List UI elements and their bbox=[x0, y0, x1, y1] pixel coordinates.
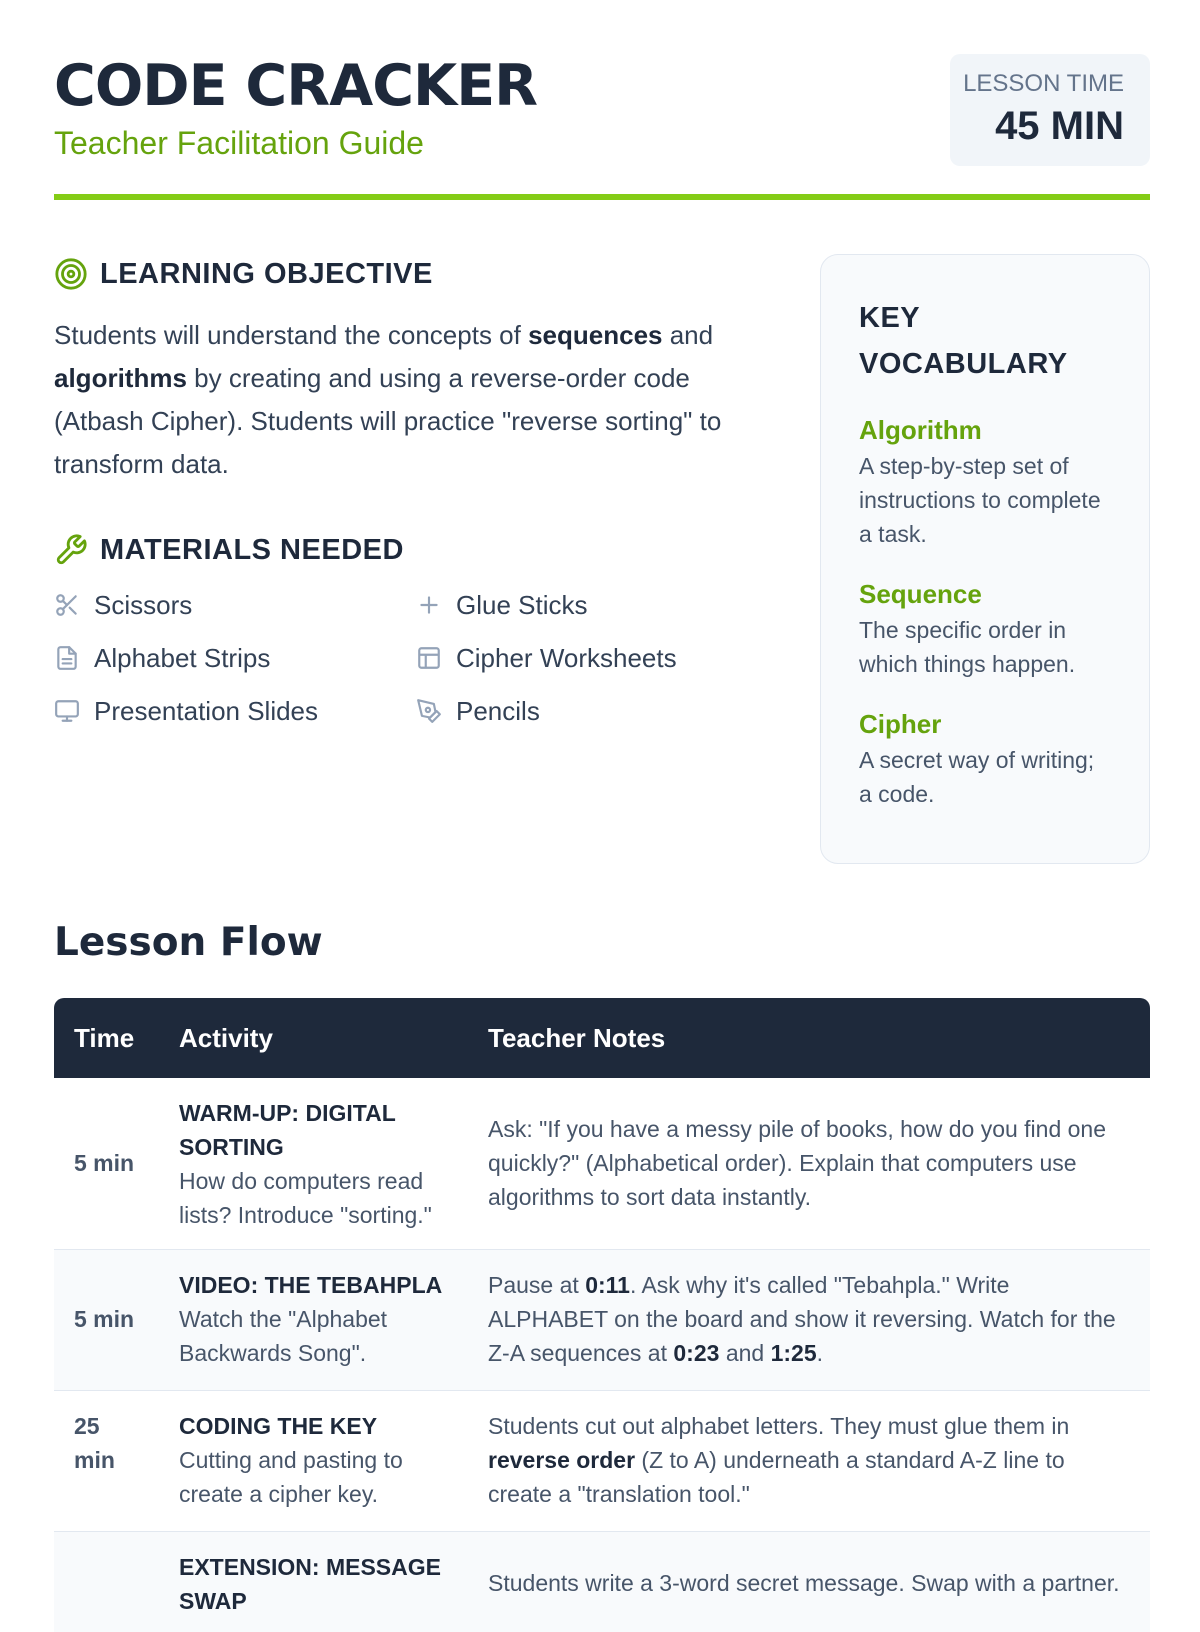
row-notes: Students write a 3-word secret message. Swap with a partner. bbox=[488, 1570, 1120, 1596]
materials-heading-text: MATERIALS NEEDED bbox=[100, 533, 404, 566]
facilitation-guide-page bbox=[54, 0, 1150, 1614]
lesson-time-label: LESSON TIME bbox=[963, 70, 1124, 97]
materials-heading bbox=[54, 530, 404, 570]
table-row bbox=[54, 1391, 1150, 1532]
header-divider bbox=[54, 194, 1150, 200]
page-subtitle: Teacher Facilitation Guide bbox=[54, 125, 424, 161]
table-row bbox=[54, 1078, 1150, 1250]
material-item: Pencils bbox=[416, 691, 540, 731]
plus-icon bbox=[416, 592, 442, 618]
material-item: Scissors bbox=[54, 585, 192, 625]
vocabulary-term: Cipher A secret way of writing; a code. bbox=[859, 709, 1095, 807]
row-notes: Ask: "If you have a messy pile of books, how do you find one quickly?" (Alphabetical order). Explain that computers use algorithms to sort data instantly. bbox=[488, 1116, 1107, 1210]
row-time: 5 min bbox=[74, 1306, 135, 1332]
lesson-flow-table bbox=[54, 998, 1150, 1632]
table-row bbox=[54, 1532, 1150, 1632]
scissors-icon bbox=[54, 592, 80, 618]
material-item: Glue Sticks bbox=[416, 585, 588, 625]
table-row bbox=[54, 1250, 1150, 1391]
row-time: 5 min bbox=[74, 1150, 135, 1176]
vocabulary-term: Algorithm A step-by-step set of instructions to complete a task. bbox=[859, 415, 1101, 547]
row-activity: VIDEO: THE TEBAHPLA Watch the "Alphabet Backwards Song". bbox=[179, 1272, 443, 1366]
row-notes: Pause at 0:11. Ask why it's called "Tebahpla." Write ALPHABET on the board and show it reversing. Watch for the Z-A sequences at 0:23 and 1:25. bbox=[488, 1272, 1116, 1366]
vocabulary-heading: KEY VOCABULARY bbox=[859, 302, 1068, 380]
lesson-time-badge bbox=[950, 54, 1150, 166]
material-item: Cipher Worksheets bbox=[416, 638, 677, 678]
wrench-icon bbox=[54, 533, 88, 567]
header bbox=[54, 54, 1150, 202]
vocabulary-term: Sequence The specific order in which things happen. bbox=[859, 579, 1076, 677]
document-icon bbox=[54, 645, 80, 671]
monitor-icon bbox=[54, 698, 80, 724]
column-header-activity: Activity bbox=[179, 1023, 273, 1053]
target-icon bbox=[54, 257, 88, 291]
row-activity: EXTENSION: MESSAGE SWAP bbox=[179, 1554, 441, 1614]
table-icon bbox=[416, 645, 442, 671]
lesson-time-value: 45 MIN bbox=[995, 104, 1124, 148]
pen-icon bbox=[416, 698, 442, 724]
row-activity: CODING THE KEY Cutting and pasting to create a cipher key. bbox=[179, 1413, 403, 1507]
vocabulary-card bbox=[820, 254, 1150, 864]
material-item: Presentation Slides bbox=[54, 691, 318, 731]
row-time: 25 min bbox=[74, 1413, 115, 1473]
column-header-time: Time bbox=[74, 1023, 135, 1053]
objective-heading bbox=[54, 254, 433, 294]
page-title: CODE CRACKER bbox=[54, 53, 538, 119]
objective-heading-text: LEARNING OBJECTIVE bbox=[100, 257, 433, 290]
lesson-flow-title: Lesson Flow bbox=[54, 920, 323, 965]
material-item: Alphabet Strips bbox=[54, 638, 270, 678]
column-header-notes: Teacher Notes bbox=[488, 1023, 666, 1053]
row-notes: Students cut out alphabet letters. They must glue them in reverse order (Z to A) underneath a standard A-Z line to create a "translation tool." bbox=[488, 1413, 1070, 1507]
objective-text: Students will understand the concepts of sequences and algorithms by creating and using a reverse-order code (Atbash Cipher). Students will practice "reverse sorting" to transform data. bbox=[54, 320, 722, 479]
table-header bbox=[54, 998, 1150, 1078]
row-activity: WARM-UP: DIGITAL SORTING How do computers read lists? Introduce "sorting." bbox=[179, 1100, 432, 1228]
